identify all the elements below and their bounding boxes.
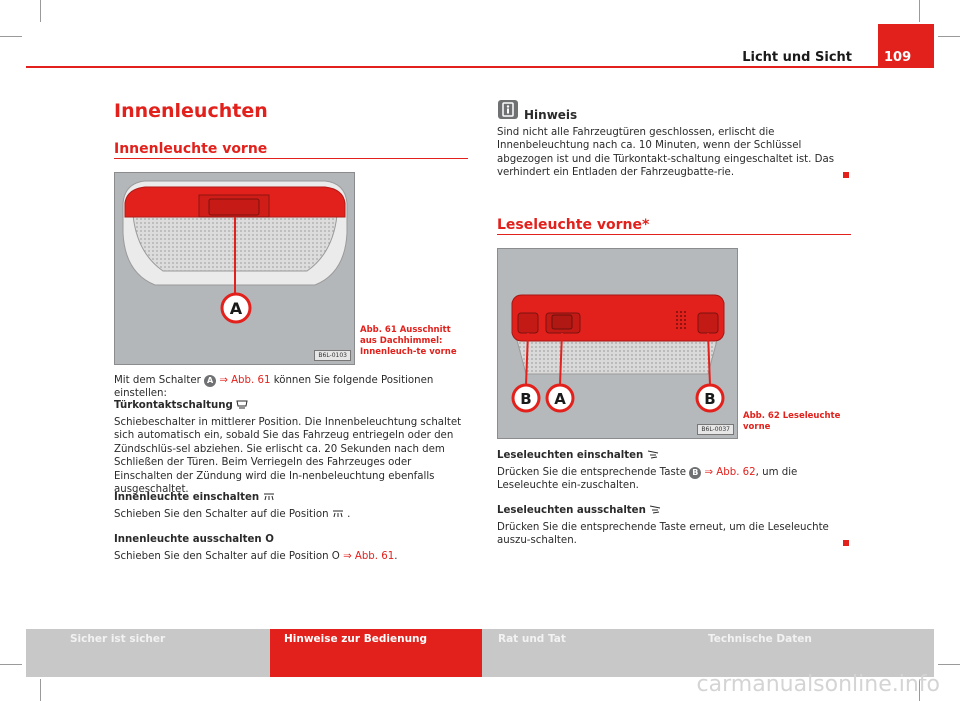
figure-ref-link[interactable]: ⇒ Abb. 61 [343, 551, 395, 562]
figure-ref-link[interactable]: ⇒ Abb. 61 [219, 375, 271, 386]
reading-light-off-icon [649, 505, 661, 516]
item-einschalten-title: Innenleuchte einschalten [114, 491, 275, 504]
figure-code: B6L-0037 [697, 424, 734, 435]
section-rule [497, 234, 851, 235]
light-on-icon [332, 509, 347, 520]
figure-callout-b-left: B [520, 390, 532, 408]
end-mark [843, 540, 849, 546]
note-text: Sind nicht alle Fahrzeugtüren geschlossen, erlischt die Innenbeleuchtung nach ca. 10 Minuten, wenn der Schlüssel abgezogen ist und die Türkontakt-schaltung eingeschaltet ist. Das verhindert ein Entladen der Fahrzeugbatte-rie. [497, 127, 835, 179]
item-lese-einschalten-text: Drücken Sie die entsprechende Taste B ⇒ Abb. 62, um die Leseleuchte ein-zuschalten. [497, 467, 798, 492]
figure-caption-61: Abb. 61 Ausschnitt aus Dachhimmel: Innenleuch-te vorne [360, 325, 457, 357]
figure-callout-a: A [554, 390, 566, 408]
section-rule [114, 158, 468, 159]
info-icon [498, 100, 518, 119]
figure-callout-b-right: B [704, 390, 716, 408]
item-ausschalten-text: Schieben Sie den Schalter auf die Position O ⇒ Abb. 61. [114, 551, 398, 562]
footer-tab-bedienung[interactable]: Hinweise zur Bedienung [270, 629, 482, 677]
item-lese-ausschalten-text: Drücken Sie die entsprechende Taste erneut, um die Leseleuchte auszu-schalten. [497, 522, 829, 547]
reading-light-on-icon [647, 450, 659, 461]
callout-badge-a: A [204, 375, 216, 387]
figure-callout-a: A [229, 299, 243, 318]
figure-reading-light [497, 248, 738, 439]
item-ausschalten-title: Innenleuchte ausschalten O [114, 534, 274, 545]
watermark: carmanualsonline.info [696, 672, 940, 697]
section-heading-leseleuchte: Leseleuchte vorne* [497, 217, 650, 233]
light-on-icon [263, 492, 275, 503]
item-tuerkontakt-text: Schiebeschalter in mittlerer Position. Die Innenbeleuchtung schaltet sich automatisch ein, sobald Sie das Fahrzeug entriegeln oder den Zündschlüs-sel abziehen. Sie erlischt ca. 20 Sekunden nach dem Schließen der Türen. Beim Verriegeln des Fahrzeuges oder Einschalten der Zündung wird die In-nenbeleuchtung ebenfalls ausgeschaltet. [114, 417, 462, 496]
item-tuerkontakt-title: Türkontaktschaltung [114, 399, 248, 412]
footer-tab-rat[interactable]: Rat und Tat [484, 629, 692, 677]
callout-badge-b: B [689, 467, 701, 479]
item-lese-ausschalten-title: Leseleuchten ausschalten [497, 504, 661, 517]
footer-tab-technik[interactable]: Technische Daten [694, 629, 934, 677]
section-heading-innenleuchte: Innenleuchte vorne [114, 141, 268, 157]
door-contact-icon [236, 400, 248, 411]
header-rule [26, 66, 934, 68]
end-mark [843, 172, 849, 178]
item-einschalten-text: Schieben Sie den Schalter auf die Position . [114, 509, 351, 520]
page-title: Innenleuchten [114, 100, 268, 122]
figure-caption-62: Abb. 62 Leseleuchte vorne [743, 411, 841, 432]
figure-ref-link[interactable]: ⇒ Abb. 62 [704, 467, 756, 478]
page-number: 109 [884, 50, 912, 65]
footer-tab-sicher[interactable]: Sicher ist sicher [56, 629, 268, 677]
note-title: Hinweis [524, 108, 578, 122]
interior-light-illustration [115, 173, 354, 364]
running-head: Licht und Sicht [742, 50, 852, 65]
figure-code: B6L-0103 [314, 350, 351, 361]
intro-paragraph: Mit dem Schalter A ⇒ Abb. 61 können Sie folgende Positionen einstellen: [114, 375, 434, 400]
item-lese-einschalten-title: Leseleuchten einschalten [497, 449, 659, 462]
figure-interior-light [114, 172, 355, 365]
reading-light-illustration [498, 249, 737, 438]
